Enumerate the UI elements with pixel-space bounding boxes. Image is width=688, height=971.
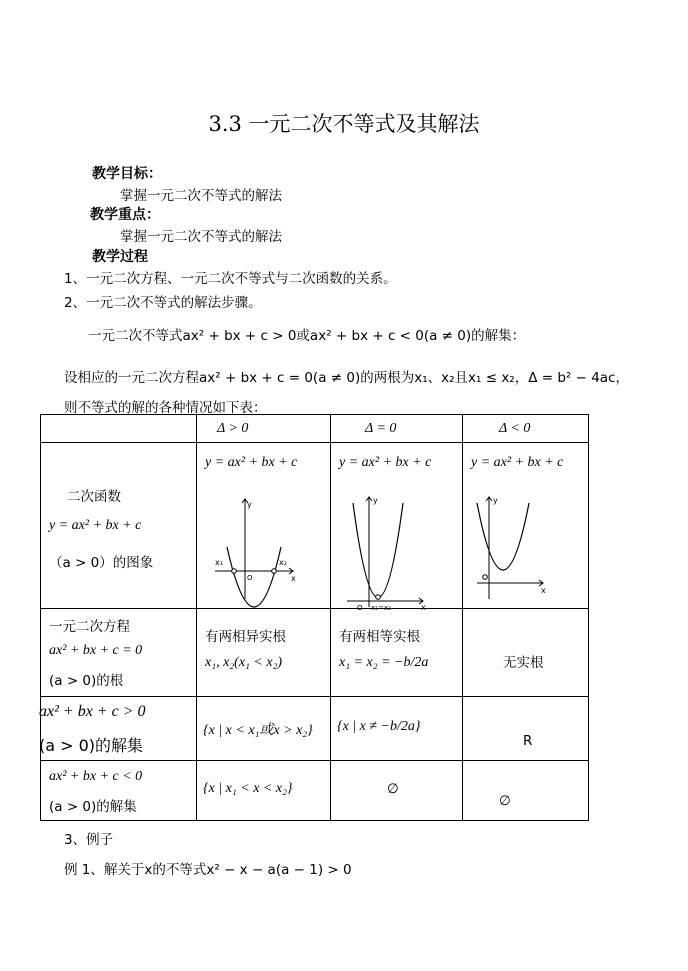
origin-label: O (357, 604, 363, 612)
roots-pos-cell (197, 609, 331, 697)
lt-zero: ∅ (387, 781, 399, 797)
graph-label-2: y = ax² + bx + c (49, 518, 142, 533)
graph-zero-cell (331, 443, 463, 612)
roots-zero-text: 有两相等实根 (339, 629, 420, 645)
origin-label: O (247, 574, 253, 582)
header-zero (331, 415, 463, 443)
roots-pos-math: x₁, x₂(x₁ < x₂) (205, 655, 283, 670)
gt-pos-cell (197, 697, 331, 761)
header-empty (41, 415, 197, 443)
graph-neg-func: y = ax² + bx + c (471, 455, 564, 470)
gt-zero-cell (331, 697, 463, 761)
lt-label-1: ax² + bx + c < 0 (49, 769, 143, 784)
roots-label-3: (a > 0)的根 (49, 673, 124, 689)
lt-row-label (41, 761, 197, 821)
lt-pos: {x | x₁ < x < x₂} (203, 781, 293, 796)
x2-label: x₂ (279, 558, 287, 567)
roots-pos-text: 有两相异实根 (205, 629, 286, 645)
roots-label-2: ax² + bx + c = 0 (49, 643, 143, 658)
item-3: 3、例子 (64, 832, 114, 848)
header-delta-neg: Δ < 0 (499, 421, 531, 436)
goal-text: 掌握一元二次不等式的解法 (120, 188, 282, 204)
lt-label-2: (a > 0)的解集 (49, 799, 137, 815)
y-label: y (493, 496, 498, 505)
double-root-label: x₁=x₂ (371, 604, 391, 612)
graph-pos-func: y = ax² + bx + c (205, 455, 298, 470)
gt-neg-cell (463, 697, 589, 761)
origin-point (483, 575, 488, 580)
vertex-point (376, 595, 381, 600)
roots-neg-text: 无实根 (503, 655, 544, 671)
item-1: 1、一元二次方程、一元二次不等式与二次函数的关系。 (64, 271, 397, 287)
gt-row-label (41, 697, 197, 761)
graph-label-1: 二次函数 (67, 489, 121, 505)
x-label: x (291, 574, 296, 583)
header-delta-zero: Δ = 0 (365, 421, 397, 436)
y-label: y (247, 500, 252, 509)
solution-table (40, 414, 589, 821)
roots-zero-math: x₁ = x₂ = −b/2a (339, 655, 429, 670)
gt-zero: {x | x ≠ −b/2a} (337, 719, 421, 734)
lt-neg-cell (463, 761, 589, 821)
goal-heading: 教学目标： (92, 166, 162, 182)
graph-pos-cell (197, 443, 331, 609)
lt-pos-cell (197, 761, 331, 821)
table-intro: 则不等式的解的各种情况如下表： (64, 400, 267, 416)
graph-label-3: （a > 0）的图象 (49, 555, 154, 571)
graph-row-label (41, 443, 197, 609)
parabola-curve (227, 547, 281, 607)
roots-label-1: 一元二次方程 (49, 619, 130, 635)
y-label: y (373, 496, 378, 505)
root-point-1 (232, 569, 237, 574)
parabola-double-root (331, 487, 462, 612)
example-1: 例 1、解关于x的不等式x² − x − a(a − 1) > 0 (64, 862, 352, 878)
item-2: 2、一元二次不等式的解法步骤。 (64, 295, 262, 311)
roots-line: 设相应的一元二次方程ax² + bx + c = 0(a ≠ 0)的两根为x₁、x₂且x₁ ≤ x₂，Δ = b² − 4ac， (64, 370, 630, 386)
parabola-two-roots (197, 487, 328, 607)
gt-label-1: ax² + bx + c > 0 (39, 703, 146, 720)
x-label: x (421, 603, 426, 612)
parabola-no-root (463, 487, 588, 607)
x-label: x (541, 586, 546, 595)
header-neg (463, 415, 589, 443)
gt-neg: R (523, 733, 533, 749)
page-title: 3.3 一元二次不等式及其解法 (208, 112, 480, 136)
root-point-2 (272, 569, 277, 574)
parabola-curve (477, 503, 529, 570)
header-pos (197, 415, 331, 443)
x1-label: x₁ (215, 558, 223, 567)
roots-neg-cell (463, 609, 589, 697)
graph-neg-cell (463, 443, 589, 609)
lt-neg: ∅ (499, 793, 511, 809)
gt-pos: {x | x < x₁或x > x₂} (203, 723, 313, 738)
solution-set-line: 一元二次不等式ax² + bx + c > 0或ax² + bx + c < 0(a ≠ 0)的解集： (88, 328, 526, 344)
key-heading: 教学重点： (90, 207, 160, 223)
roots-row-label (41, 609, 197, 697)
graph-zero-func: y = ax² + bx + c (339, 455, 432, 470)
header-delta-pos: Δ > 0 (217, 421, 249, 436)
key-text: 掌握一元二次不等式的解法 (120, 229, 282, 245)
roots-zero-cell (331, 609, 463, 697)
parabola-curve (353, 503, 403, 598)
gt-label-2: (a > 0)的解集 (39, 736, 144, 755)
lt-zero-cell (331, 761, 463, 821)
process-heading: 教学过程 (92, 249, 148, 265)
